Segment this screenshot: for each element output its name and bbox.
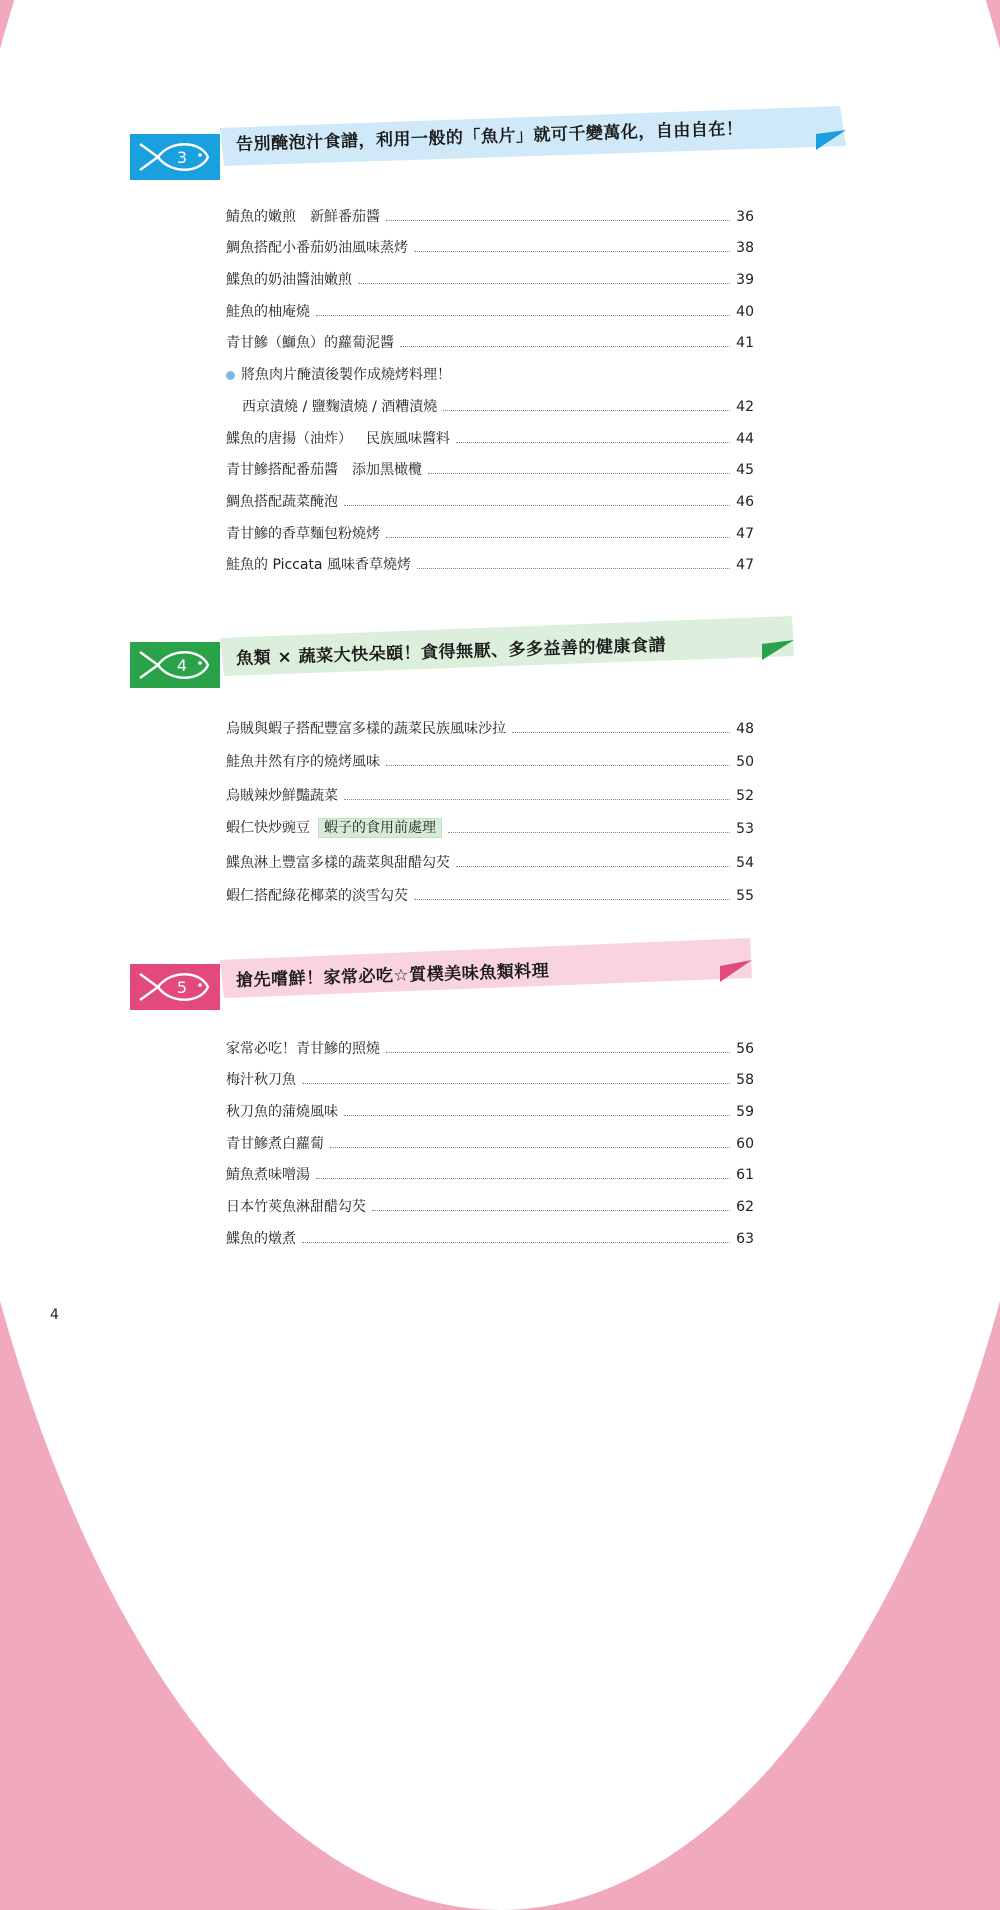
entry-page: 53: [736, 821, 754, 837]
entry-page: 59: [736, 1104, 754, 1121]
section-number: 5: [176, 978, 188, 997]
entry-label: 鰈魚淋上豐富多樣的蔬菜與甜醋勾芡: [226, 854, 450, 871]
entry-label: 青甘鰺的香草麵包粉燒烤: [226, 525, 380, 542]
entry-label: 鯛魚搭配蔬菜醃泡: [226, 493, 338, 510]
toc-entry[interactable]: [226, 771, 754, 805]
entry-page: 61: [736, 1167, 754, 1184]
entry-label: 青甘鰺搭配番茄醬 添加黑橄欖: [226, 462, 422, 479]
page-number: 4: [50, 1307, 59, 1323]
entry-page: 39: [736, 272, 754, 289]
entry-label: 家常必吃！青甘鰺的照燒: [226, 1040, 380, 1057]
entry-label: 鯖魚的嫩煎 新鮮番茄醬: [226, 208, 380, 225]
entry-page: 58: [736, 1072, 754, 1089]
toc-entry[interactable]: [226, 416, 754, 448]
leader-dots: [512, 732, 730, 733]
leader-dots: [414, 899, 730, 900]
leader-dots: [417, 568, 730, 569]
section-3: [130, 110, 850, 574]
toc-entry[interactable]: [226, 321, 754, 353]
leader-dots: [372, 1210, 730, 1211]
entry-page: 47: [736, 557, 754, 574]
entry-label: 鯛魚搭配小番茄奶油風味蒸烤: [226, 240, 408, 257]
toc-entry[interactable]: [226, 384, 754, 416]
leader-dots: [358, 283, 730, 284]
toc-entry[interactable]: [226, 1216, 754, 1248]
toc-entry[interactable]: [226, 738, 754, 772]
entry-page: 40: [736, 303, 754, 320]
toc-entry[interactable]: [226, 1121, 754, 1153]
toc-entry[interactable]: [226, 704, 754, 738]
entry-page: 60: [736, 1135, 754, 1152]
section-title: 魚類 × 蔬菜大快朵頤！貪得無厭、多多益善的健康食譜: [235, 635, 667, 669]
leader-dots: [386, 765, 730, 766]
entry-page: 44: [736, 430, 754, 447]
leader-dots: [344, 505, 730, 506]
entry-label: 青甘鰺煮白蘿蔔: [226, 1135, 324, 1152]
section-5: [130, 942, 850, 1248]
entry-page: 48: [736, 720, 754, 737]
toc-entry[interactable]: [226, 289, 754, 321]
entry-page: 36: [736, 208, 754, 225]
leader-dots: [386, 220, 730, 221]
entry-label: 鮭魚的 Piccata 風味香草燒烤: [226, 557, 411, 574]
subheading-label: 將魚肉片醃漬後製作成燒烤料理！: [241, 367, 451, 384]
fish-icon: [130, 134, 220, 180]
entry-label: 烏賊與蝦子搭配豐富多樣的蔬菜民族風味沙拉: [226, 720, 506, 737]
leader-dots: [414, 251, 730, 252]
entry-page: 56: [736, 1040, 754, 1057]
toc-entry[interactable]: [226, 805, 754, 839]
entry-page: 63: [736, 1230, 754, 1247]
toc-entry[interactable]: [226, 838, 754, 872]
toc-entry[interactable]: [226, 257, 754, 289]
section-banner: [130, 620, 850, 690]
toc-entry[interactable]: [226, 194, 754, 226]
section-4: [130, 620, 850, 905]
section-banner: [130, 110, 850, 180]
entry-page: 45: [736, 462, 754, 479]
leader-dots: [316, 1178, 730, 1179]
topic-tag: 蝦子的食用前處理: [318, 818, 442, 838]
leader-dots: [302, 1083, 730, 1084]
toc-entry[interactable]: [226, 226, 754, 258]
entry-page: 55: [736, 888, 754, 904]
leader-dots: [428, 473, 730, 474]
entry-label: 鰈魚的唐揚（油炸） 民族風味醬料: [226, 430, 450, 447]
entry-label: 鯖魚煮味噌湯: [226, 1167, 310, 1184]
leader-dots: [344, 1115, 730, 1116]
toc-entry[interactable]: [226, 1184, 754, 1216]
entry-label: 青甘鰺（鰤魚）的蘿蔔泥醬: [226, 335, 394, 352]
entry-label: 鮭魚的柚庵燒: [226, 303, 310, 320]
toc-entry[interactable]: [226, 479, 754, 511]
section-number: 4: [176, 656, 188, 675]
leader-dots: [386, 1052, 730, 1053]
entry-label: 日本竹莢魚淋甜醋勾芡: [226, 1199, 366, 1216]
entry-page: 41: [736, 335, 754, 352]
toc-list: [226, 704, 754, 905]
toc-subheading: [226, 352, 754, 384]
entry-label: 秋刀魚的蒲燒風味: [226, 1104, 338, 1121]
entry-page: 50: [736, 754, 754, 770]
section-banner: [130, 942, 850, 1012]
entry-label: 西京漬燒 / 鹽麴漬燒 / 酒糟漬燒: [242, 398, 438, 415]
toc-entry[interactable]: [226, 543, 754, 575]
toc-entry[interactable]: [226, 1089, 754, 1121]
fish-icon: [130, 964, 220, 1010]
leader-dots: [316, 315, 730, 316]
entry-label: 鮭魚井然有序的燒烤風味: [226, 754, 380, 770]
toc-entry[interactable]: [226, 872, 754, 906]
section-title: 告別醃泡汁食譜，利用一般的「魚片」就可千變萬化，自由自在！: [235, 119, 744, 155]
section-number: 3: [176, 148, 188, 167]
entry-page: 62: [736, 1199, 754, 1216]
leader-dots: [400, 346, 730, 347]
entry-page: 42: [736, 398, 754, 415]
toc-entry[interactable]: [226, 1058, 754, 1090]
bullet-icon: [226, 371, 235, 380]
entry-label: 蝦仁搭配綠花椰菜的淡雪勾芡: [226, 888, 408, 904]
toc-entry[interactable]: [226, 511, 754, 543]
leader-dots: [448, 832, 730, 833]
toc-list: [226, 194, 754, 574]
entry-page: 46: [736, 493, 754, 510]
leader-dots: [344, 799, 730, 800]
toc-entry[interactable]: [226, 448, 754, 480]
leader-dots: [302, 1242, 730, 1243]
toc-entry[interactable]: [226, 1153, 754, 1185]
entry-label: 鰈魚的燉煮: [226, 1230, 296, 1247]
entry-label: 鰈魚的奶油醬油嫩煎: [226, 272, 352, 289]
entry-page: 54: [736, 854, 754, 871]
entry-label: 蝦仁快炒豌豆 蝦子的食用前處理: [226, 818, 446, 838]
section-title: 搶先嚐鮮！家常必吃☆質樸美味魚類料理: [235, 961, 550, 991]
entry-page: 47: [736, 525, 754, 542]
entry-page: 38: [736, 240, 754, 257]
toc-list: [226, 1026, 754, 1248]
entry-label: 梅汁秋刀魚: [226, 1072, 296, 1089]
leader-dots: [330, 1147, 730, 1148]
entry-page: 52: [736, 787, 754, 804]
leader-dots: [443, 410, 730, 411]
fish-icon: [130, 642, 220, 688]
toc-entry[interactable]: [226, 1026, 754, 1058]
leader-dots: [456, 442, 730, 443]
leader-dots: [386, 537, 730, 538]
entry-label: 烏賊辣炒鮮豔蔬菜: [226, 787, 338, 804]
leader-dots: [456, 866, 730, 867]
